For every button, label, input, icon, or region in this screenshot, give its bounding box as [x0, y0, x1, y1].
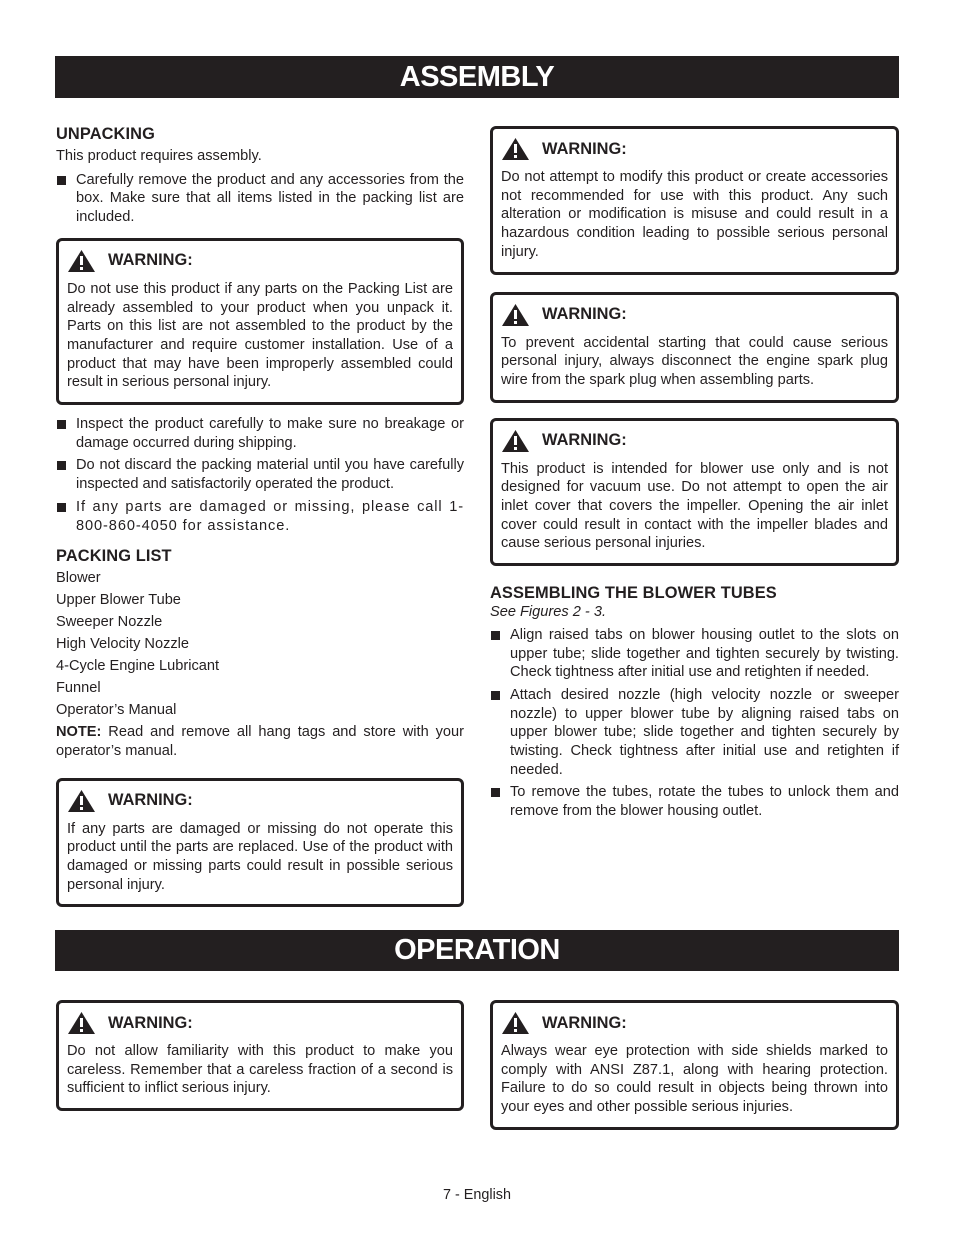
packing-list-item: Operator’s Manual — [56, 702, 177, 719]
operation-right-column — [490, 1000, 899, 1130]
warning-triangle-icon — [67, 1011, 96, 1035]
assembly-banner: ASSEMBLY — [55, 56, 899, 98]
blower-tubes-heading: ASSEMBLING THE BLOWER TUBES — [490, 584, 777, 603]
unpacking-heading: UNPACKING — [56, 125, 155, 143]
warning-text: Do not allow familiarity with this product to make you careless. Remember that a careless fraction of a second is sufficient to inflict serious injury. — [67, 1043, 453, 1097]
warning-title: WARNING: — [108, 1013, 193, 1032]
unpacking-intro: This product requires assembly. — [56, 148, 262, 164]
warning-triangle-icon — [501, 303, 530, 327]
left-column — [56, 124, 464, 907]
list-item: Attach desired nozzle (high velocity nozzle or sweeper nozzle) to upper blower tube by aligning raised tabs on upper blower tube; slide together and tighten securely by twisting. Check tightness after initial use and retighten if needed. — [490, 686, 899, 780]
packing-list-assembled-warning-box — [56, 238, 464, 405]
spark-plug-warning-box — [490, 292, 899, 403]
packing-list-item: Blower — [56, 570, 101, 587]
packing-note — [56, 723, 464, 760]
packing-list-heading: PACKING LIST — [56, 547, 172, 566]
warning-triangle-icon — [67, 249, 96, 273]
square-bullet-icon — [57, 503, 66, 512]
warning-text: Do not use this product if any parts on the Packing List are already assembled to your product when you unpack it. Parts on this list are not assembled to the product by the manufacturer and require customer installation. Use of a product that may have been improperly assembled could result in serious personal injury. — [67, 280, 453, 391]
packing-list — [56, 567, 464, 721]
list-item: If any parts are damaged or missing, please call 1-800-860-4050 for assistance. — [56, 498, 464, 535]
packing-list-item: High Velocity Nozzle — [56, 636, 190, 653]
square-bullet-icon — [491, 788, 500, 797]
warning-title: WARNING: — [542, 305, 627, 324]
warning-title: WARNING: — [108, 251, 193, 270]
damaged-parts-warning-box — [56, 778, 464, 908]
modification-warning-box — [490, 126, 899, 275]
warning-title: WARNING: — [108, 791, 193, 810]
unpacking-bullet-list — [56, 171, 464, 227]
inspection-bullet-list — [56, 415, 464, 535]
warning-header — [67, 249, 453, 273]
square-bullet-icon — [57, 176, 66, 185]
warning-triangle-icon — [501, 1011, 530, 1035]
packing-list-item: Sweeper Nozzle — [56, 614, 163, 631]
blower-tubes-bullet-list — [490, 626, 899, 821]
warning-triangle-icon — [67, 789, 96, 813]
square-bullet-icon — [57, 461, 66, 470]
warning-title: WARNING: — [542, 139, 627, 158]
operation-banner: OPERATION — [55, 930, 899, 971]
see-figures-reference: See Figures 2 - 3. — [490, 604, 606, 621]
page-footer: 7 - English — [443, 1187, 511, 1203]
square-bullet-icon — [491, 691, 500, 700]
familiarity-warning-box — [56, 1000, 464, 1111]
warning-text: To prevent accidental starting that could cause serious personal injury, always disconnect the engine spark plug wire from the spark plug when assembling parts. — [501, 334, 888, 388]
warning-header — [67, 789, 453, 813]
warning-text: If any parts are damaged or missing do not operate this product until the parts are replaced. Use of the product with damaged or missing parts could result in possible serious personal injury. — [67, 820, 453, 893]
warning-triangle-icon — [501, 137, 530, 161]
warning-title: WARNING: — [542, 431, 627, 450]
warning-text: Do not attempt to modify this product or create accessories not recommended for use with this product. Any such alteration or modification is misuse and could result in a hazardous condition leading to possible serious personal injury. — [501, 169, 888, 260]
list-item: Align raised tabs on blower housing outlet to the slots on upper tube; slide together and tighten securely by twisting. Check tightness after initial use and retighten if needed. — [490, 626, 899, 682]
packing-list-item: Upper Blower Tube — [56, 592, 181, 609]
eye-protection-warning-box — [490, 1000, 899, 1130]
warning-header — [501, 137, 888, 161]
packing-list-item: 4-Cycle Engine Lubricant — [56, 658, 220, 675]
right-column — [490, 126, 899, 821]
blower-only-warning-box — [490, 418, 899, 567]
square-bullet-icon — [491, 631, 500, 640]
warning-header — [501, 429, 888, 453]
list-item: Do not discard the packing material until you have carefully inspected and satisfactorily operated the product. — [56, 456, 464, 493]
warning-title: WARNING: — [542, 1013, 627, 1032]
packing-list-item: Funnel — [56, 680, 101, 697]
warning-header — [501, 303, 888, 327]
warning-header — [67, 1011, 453, 1035]
operation-left-column — [56, 1000, 464, 1111]
list-item: To remove the tubes, rotate the tubes to unlock them and remove from the blower housing outlet. — [490, 783, 899, 820]
warning-triangle-icon — [501, 429, 530, 453]
note-text: Read and remove all hang tags and store with your operator’s manual. — [56, 724, 464, 759]
square-bullet-icon — [57, 420, 66, 429]
warning-text: Always wear eye protection with side shields marked to comply with ANSI Z87.1, along with hearing protection. Failure to do so could result in objects being thrown into your eyes and other possible serious injuries. — [501, 1043, 888, 1116]
warning-text: This product is intended for blower use only and is not designed for vacuum use. Do not attempt to open the air inlet cover that covers the impeller. Opening the air inlet cover could result in contact with the impeller blades and cause serious personal injuries. — [501, 460, 888, 552]
note-label: NOTE: — [56, 724, 102, 741]
list-item: Carefully remove the product and any accessories from the box. Make sure that all items listed in the packing list are included. — [56, 171, 464, 227]
list-item: Inspect the product carefully to make sure no breakage or damage occurred during shipping. — [56, 415, 464, 452]
warning-header — [501, 1011, 888, 1035]
